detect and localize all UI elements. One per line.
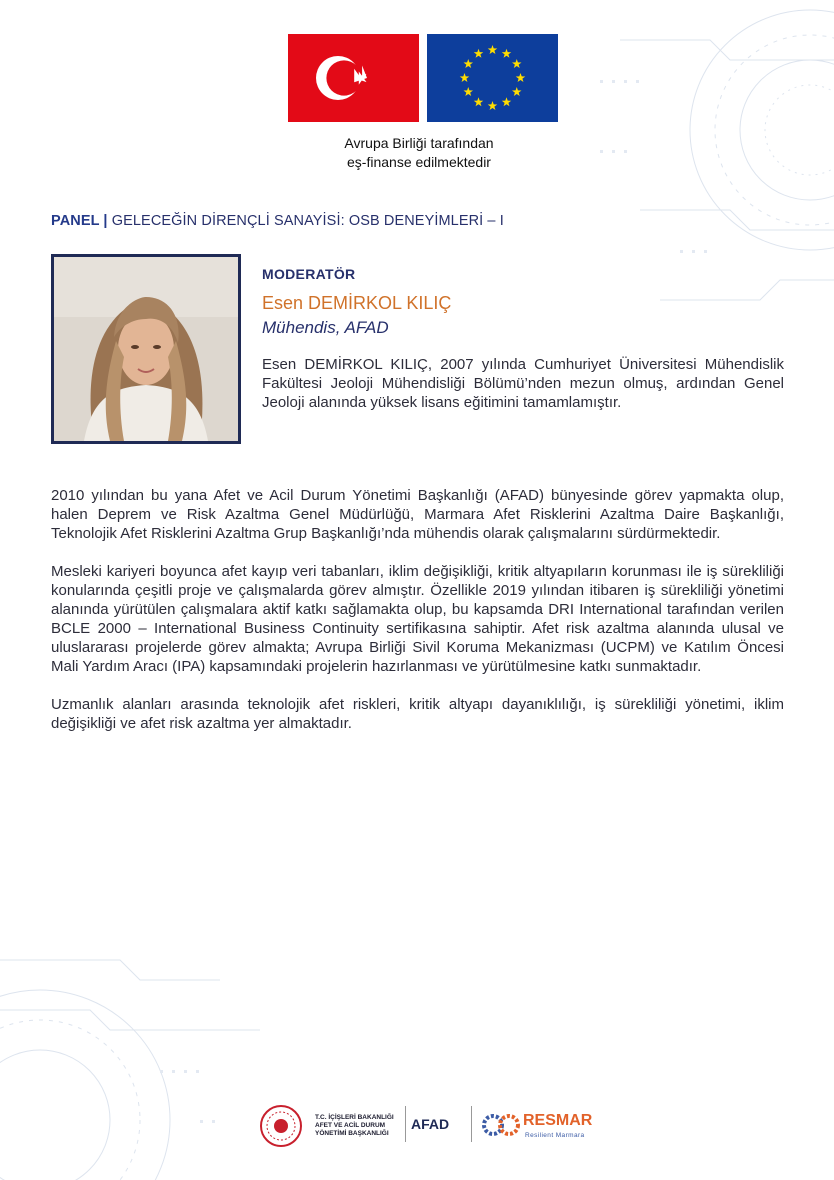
footer-divider bbox=[405, 1106, 406, 1142]
ministry-line-2: AFET VE ACİL DURUM bbox=[315, 1122, 386, 1129]
resmar-logo: RESMAR bbox=[523, 1112, 593, 1129]
person-name: Esen DEMİRKOL KILIÇ bbox=[262, 293, 452, 313]
role-label: MODERATÖR bbox=[262, 266, 356, 282]
cofunding-flags bbox=[288, 34, 558, 122]
eu-star-icon bbox=[474, 97, 484, 106]
eu-star-icon bbox=[464, 87, 474, 96]
person-title: Mühendis, AFAD bbox=[262, 318, 389, 337]
ministry-emblem-icon bbox=[259, 1104, 303, 1148]
cofunding-line-2: eş-finanse edilmektedir bbox=[347, 154, 491, 170]
eu-star-icon bbox=[460, 73, 470, 82]
intro-paragraph: Esen DEMİRKOL KILIÇ, 2007 yılında Cumhuriyet Üniversitesi Mühendislik Fakültesi Jeoloji Mühendisliği Bölümü’nden mezun olmuş, ardından Genel Jeoloji alanında yüksek lisans eğitimini tamamlamıştır. bbox=[262, 356, 784, 411]
panel-label: PANEL | bbox=[51, 213, 108, 229]
panel-heading bbox=[51, 213, 504, 229]
afad-logo: AFAD bbox=[411, 1116, 450, 1132]
eu-star-icon bbox=[516, 73, 526, 82]
eu-star-icon bbox=[464, 59, 474, 68]
bio-paragraph-3: Uzmanlık alanları arasında teknolojik afet riskleri, kritik altyapı dayanıklılığı, iş sürekliliği yönetimi, iklim değişikliği ve afet risk azaltma yer almaktadır. bbox=[51, 696, 784, 732]
ministry-line-3: YÖNETİMİ BAŞKANLIĞI bbox=[315, 1130, 389, 1137]
eu-flag bbox=[427, 34, 558, 122]
cofunding-line-1: Avrupa Birliği tarafından bbox=[344, 135, 494, 151]
footer-divider bbox=[471, 1106, 472, 1142]
eu-star-icon bbox=[512, 59, 522, 68]
eu-star-icon bbox=[502, 97, 512, 106]
biography bbox=[51, 486, 784, 752]
eu-star-icon bbox=[502, 49, 512, 58]
footer-logos bbox=[255, 1100, 595, 1150]
cofunding-statement bbox=[288, 134, 550, 172]
bio-paragraph-2: Mesleki kariyeri boyunca afet kayıp veri tabanları, iklim değişikliği, kritik altyapıların korunması ile iş sürekliliği konularında çeşitli proje ve çalışmalarda görev almıştır. Özellikle 2019 yılından itibaren iş sürekliliği yönetimi alanında yürütülen çalışmalara aktif katkı sağlamakta olup, bu kapsamda DRI International tarafından verilen BCLE 2000 – International Business Continuity sertifikasına sahiptir. Afet risk azaltma alanında ulusal ve uluslararası projelerde görev almakta; Avrupa Birliği Sivil Koruma Mekanizması (UCPM) ve Katılım Öncesi Mali Yardım Aracı (IPA) kapsamındaki projelerin hazırlanması ve yürütülmesine katkı sunmaktadır. bbox=[51, 563, 784, 675]
ministry-line-1: T.C. İÇİŞLERİ BAKANLIĞI bbox=[315, 1114, 394, 1121]
bio-paragraph-1: 2010 yılından bu yana Afet ve Acil Durum Yönetimi Başkanlığı (AFAD) bünyesinde görev yapmakta olup, halen Deprem ve Risk Azaltma Genel Müdürlüğü, Marmara Afet Risklerini Azaltma Daire Başkanlığı, Teknolojik Afet Risklerini Azaltma Grup Başkanlığı’nda mühendis olarak çalışmalarını sürdürmektedir. bbox=[51, 487, 784, 542]
eu-star-icon bbox=[488, 45, 498, 54]
resmar-gear-icon bbox=[481, 1110, 521, 1140]
resmar-tagline: Resilient Marmara bbox=[525, 1132, 585, 1139]
turkey-flag bbox=[288, 34, 419, 122]
panel-title: GELECEĞİN DİRENÇLİ SANAYİSİ: OSB DENEYİMLERİ – I bbox=[111, 213, 504, 229]
eu-star-icon bbox=[474, 49, 484, 58]
moderator-portrait bbox=[51, 254, 241, 444]
eu-star-icon bbox=[512, 87, 522, 96]
decorative-circuit-pattern-top bbox=[560, 0, 834, 380]
ministry-name bbox=[315, 1114, 394, 1138]
eu-star-icon bbox=[488, 101, 498, 110]
